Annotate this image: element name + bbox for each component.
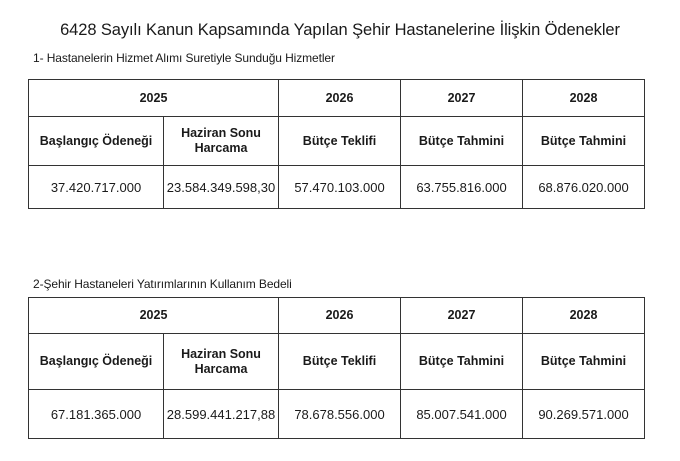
column-header-baslangic-odenegi: Başlangıç Ödeneği	[29, 117, 164, 166]
value-cell: 67.181.365.000	[29, 390, 164, 439]
year-header-2027: 2027	[401, 80, 523, 117]
allocations-table-2	[28, 297, 645, 439]
column-header-line: Haziran Sonu	[181, 346, 261, 361]
year-header-row	[29, 298, 645, 334]
value-cell: 90.269.571.000	[523, 390, 645, 439]
column-header-butce-teklifi: Bütçe Teklifi	[279, 334, 401, 390]
column-header-haziran-sonu-harcama	[164, 334, 279, 390]
section-title-1: 1- Hastanelerin Hizmet Alımı Suretiyle Sunduğu Hizmetler	[33, 51, 335, 65]
section-title-2: 2-Şehir Hastaneleri Yatırımlarının Kullanım Bedeli	[33, 277, 292, 291]
column-header-baslangic-odenegi: Başlangıç Ödeneği	[29, 334, 164, 390]
column-header-haziran-sonu-harcama	[164, 117, 279, 166]
value-cell: 68.876.020.000	[523, 166, 645, 209]
year-header-2025: 2025	[29, 298, 279, 334]
value-cell: 57.470.103.000	[279, 166, 401, 209]
column-header-butce-tahmini-2028: Bütçe Tahmini	[523, 334, 645, 390]
year-header-row	[29, 80, 645, 117]
column-header-butce-tahmini-2027: Bütçe Tahmini	[401, 334, 523, 390]
column-header-line: Harcama	[194, 361, 248, 376]
value-cell: 28.599.441.217,88	[164, 390, 279, 439]
year-header-2026: 2026	[279, 80, 401, 117]
column-header-butce-tahmini-2028: Bütçe Tahmini	[523, 117, 645, 166]
column-header-butce-tahmini-2027: Bütçe Tahmini	[401, 117, 523, 166]
allocations-table-1	[28, 79, 645, 209]
column-header-row	[29, 117, 645, 166]
column-header-butce-teklifi: Bütçe Teklifi	[279, 117, 401, 166]
column-header-row	[29, 334, 645, 390]
value-row	[29, 390, 645, 439]
year-header-2026: 2026	[279, 298, 401, 334]
year-header-2027: 2027	[401, 298, 523, 334]
year-header-2025: 2025	[29, 80, 279, 117]
value-row	[29, 166, 645, 209]
year-header-2028: 2028	[523, 80, 645, 117]
value-cell: 23.584.349.598,30	[164, 166, 279, 209]
column-header-line: Harcama	[194, 141, 248, 155]
year-header-2028: 2028	[523, 298, 645, 334]
column-header-line: Haziran Sonu	[181, 126, 261, 140]
value-cell: 85.007.541.000	[401, 390, 523, 439]
document-title: 6428 Sayılı Kanun Kapsamında Yapılan Şehir Hastanelerine İlişkin Ödenekler	[60, 21, 620, 39]
value-cell: 37.420.717.000	[29, 166, 164, 209]
value-cell: 78.678.556.000	[279, 390, 401, 439]
value-cell: 63.755.816.000	[401, 166, 523, 209]
